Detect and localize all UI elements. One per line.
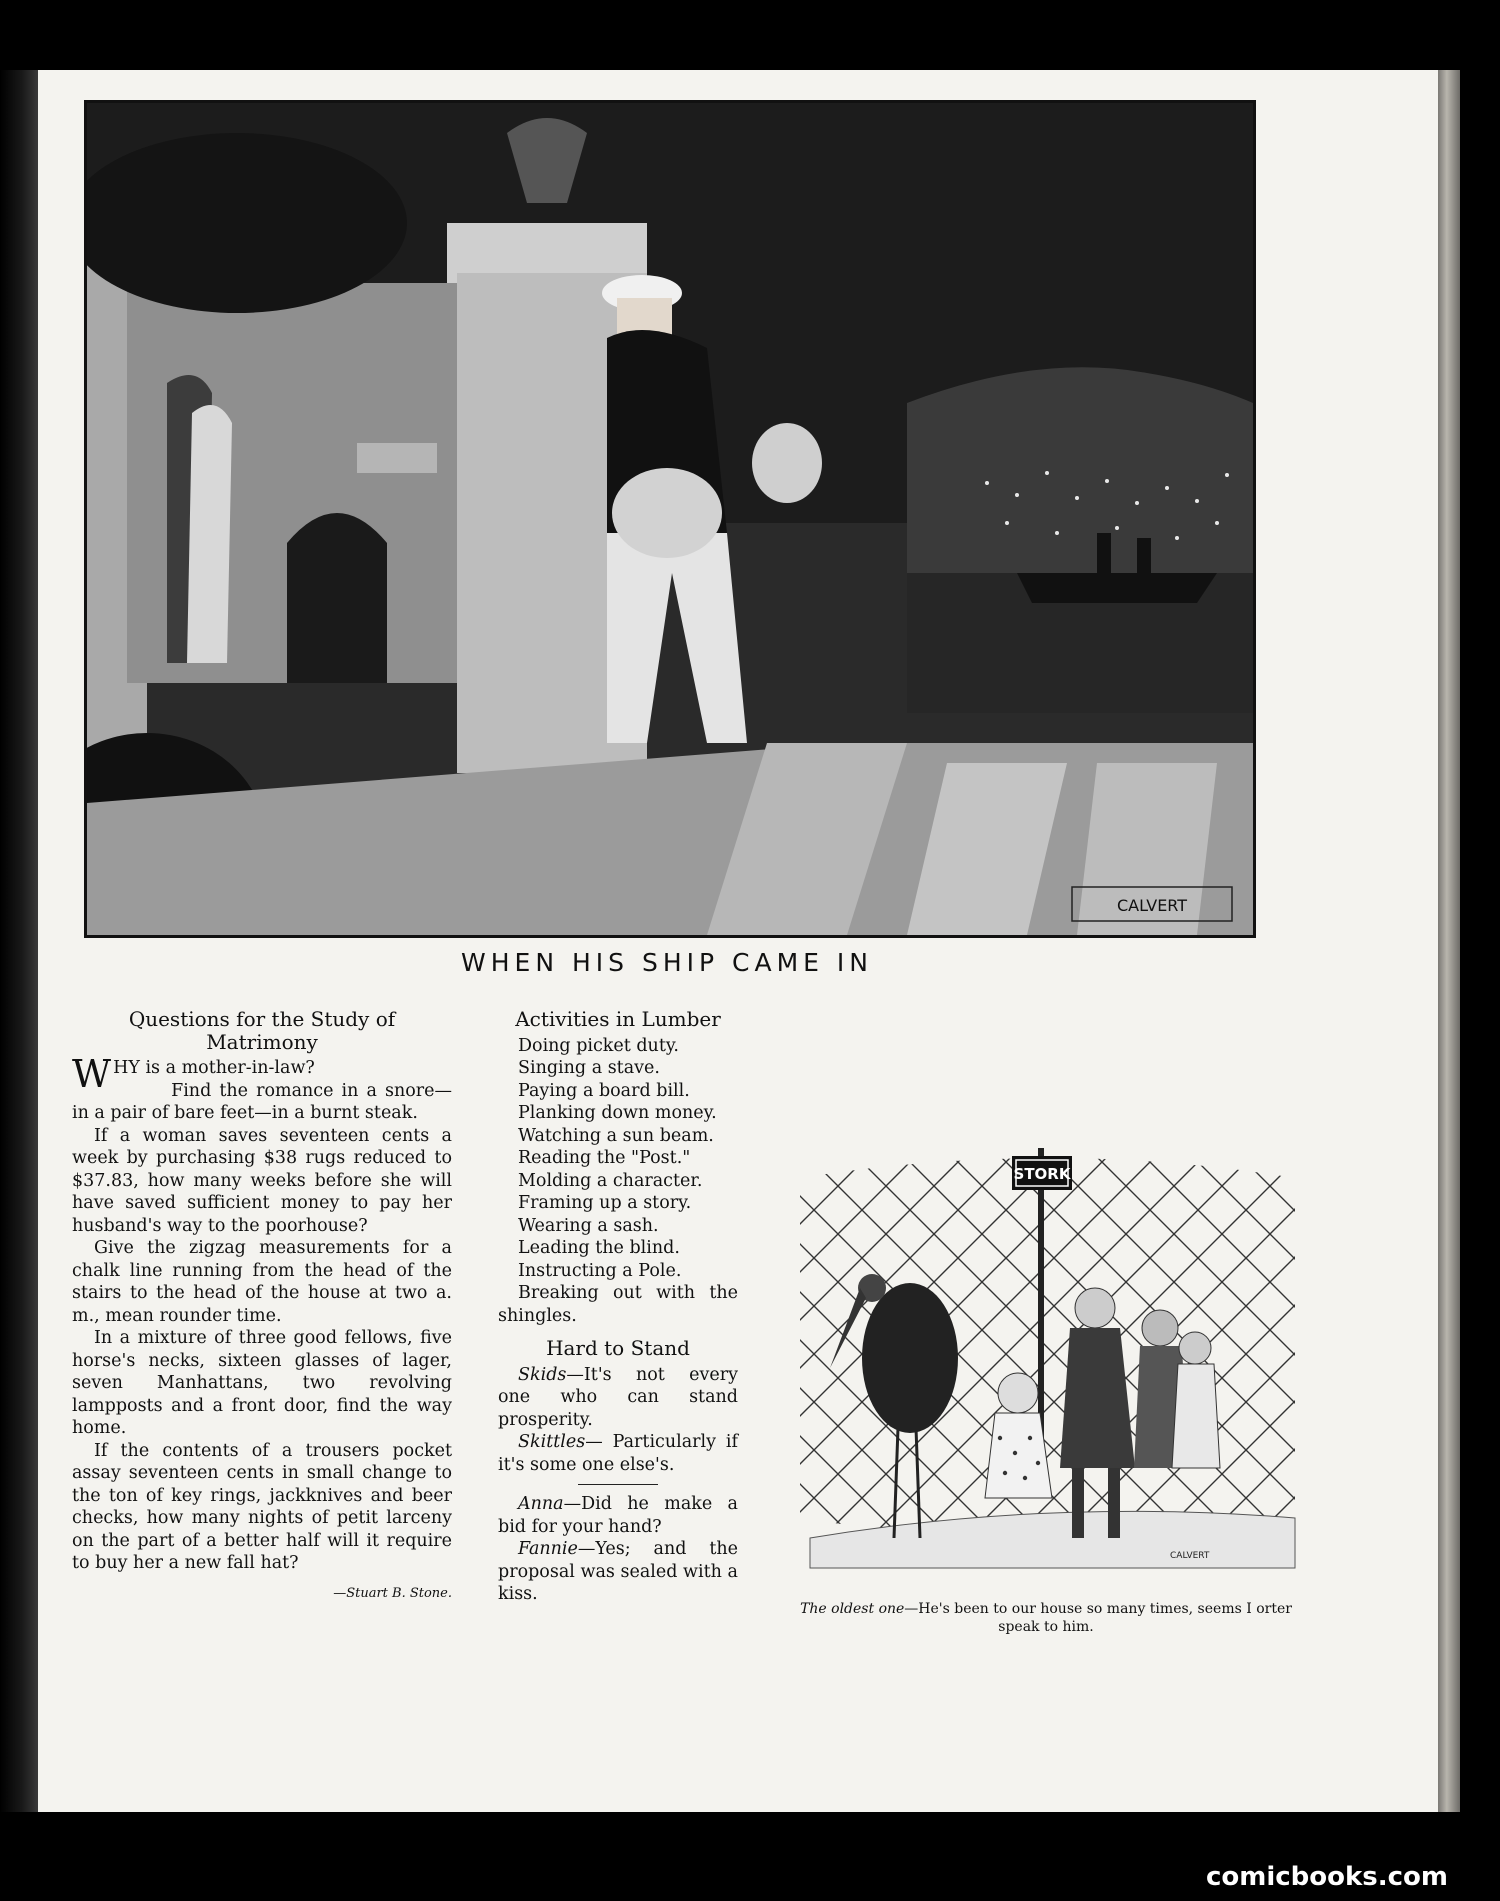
main-cartoon-illustration (84, 100, 1256, 938)
section-divider (578, 1484, 658, 1485)
matrimony-paragraph-6: If the contents of a trousers pocket assay seventeen cents in small change to the ton of key rings, jackknives and beer checks, how many nights of petit larceny on the part of a better half will it require to buy her a new fall hat? (72, 1440, 452, 1573)
matrimony-paragraph-2: Find the romance in a snore—in a pair of bare feet—in a burnt steak. (72, 1080, 452, 1123)
site-watermark: comicbooks.com (1205, 1862, 1448, 1892)
matrimony-heading: Questions for the Study of Matrimony (128, 1007, 396, 1054)
matrimony-paragraph-5: In a mixture of three good fellows, five horse's necks, sixteen glasses of lager, seven Manhattans, two revolving lampposts and a front door, find the way home. (72, 1328, 452, 1438)
lumber-item: Watching a sun beam. (518, 1125, 714, 1146)
caption-text: —He's been to our house so many times, seems I orter speak to him. (904, 1601, 1292, 1635)
lumber-item: Doing picket duty. (518, 1035, 679, 1056)
speaker-fannie: Fannie (518, 1539, 578, 1559)
matrimony-paragraph-4: Give the zigzag measurements for a chalk line running from the head of the stairs to the head of the house at two a. m., mean rounder time. (72, 1238, 452, 1326)
lumber-item: Framing up a story. (518, 1193, 692, 1213)
stork-cartoon-illustration (790, 1138, 1302, 1590)
lumber-item: Leading the blind. (518, 1238, 680, 1258)
main-cartoon-signature: CALVERT (1116, 896, 1188, 915)
hard-to-stand-heading: Hard to Stand (546, 1336, 690, 1360)
hard-to-stand-body (498, 1364, 738, 1606)
speaker-anna: Anna (518, 1494, 564, 1514)
lumber-item: Molding a character. (518, 1170, 703, 1191)
matrimony-paragraph-1: HY is a mother-in-law? (113, 1058, 315, 1078)
page-left-edge (0, 70, 38, 1812)
matrimony-body (72, 1052, 452, 1575)
lumber-item: Wearing a sash. (518, 1215, 659, 1236)
main-cartoon-signature-mark (1070, 885, 1240, 925)
speaker-skids: Skids (518, 1364, 567, 1385)
dialogue-text: —It's not every one who can stand prosperity. (498, 1364, 738, 1430)
drop-cap: W (72, 1052, 112, 1096)
dialogue-text: — Particularly if it's some one else's. (498, 1432, 738, 1475)
caption-speaker: The oldest one (800, 1601, 905, 1617)
lumber-item: Reading the "Post." (518, 1148, 691, 1168)
lumber-item-last: Breaking out with the shingles. (498, 1283, 738, 1326)
dialogue-text: —Did he make a bid for your hand? (498, 1494, 738, 1537)
stork-sign: STORK (1013, 1165, 1071, 1183)
lumber-item: Singing a stave. (518, 1058, 660, 1078)
lumber-item: Planking down money. (518, 1103, 717, 1123)
lumber-list (498, 1035, 738, 1328)
page-spine (1438, 70, 1460, 1812)
stork-cartoon-caption (796, 1600, 1296, 1636)
lumber-item: Paying a board bill. (518, 1080, 690, 1101)
matrimony-paragraph-3: If a woman saves seventeen cents a week by purchasing $38 rugs reduced to $37.83, how many weeks before she will have saved sufficient money to pay her husband's way to the poorhouse? (72, 1125, 452, 1236)
author-signature: —Stuart B. Stone. (333, 1585, 452, 1601)
column-lumber (498, 1008, 738, 1606)
speaker-skittles: Skittles (518, 1432, 586, 1452)
lumber-heading: Activities in Lumber (515, 1007, 721, 1031)
stork-cartoon-signature: CALVERT (1170, 1551, 1210, 1561)
lumber-item: Instructing a Pole. (518, 1260, 682, 1281)
dialogue-text: —Yes; and the proposal was sealed with a kiss. (498, 1539, 738, 1604)
main-cartoon-caption: WHEN HIS SHIP CAME IN (461, 948, 873, 977)
column-matrimony (72, 1008, 452, 1605)
